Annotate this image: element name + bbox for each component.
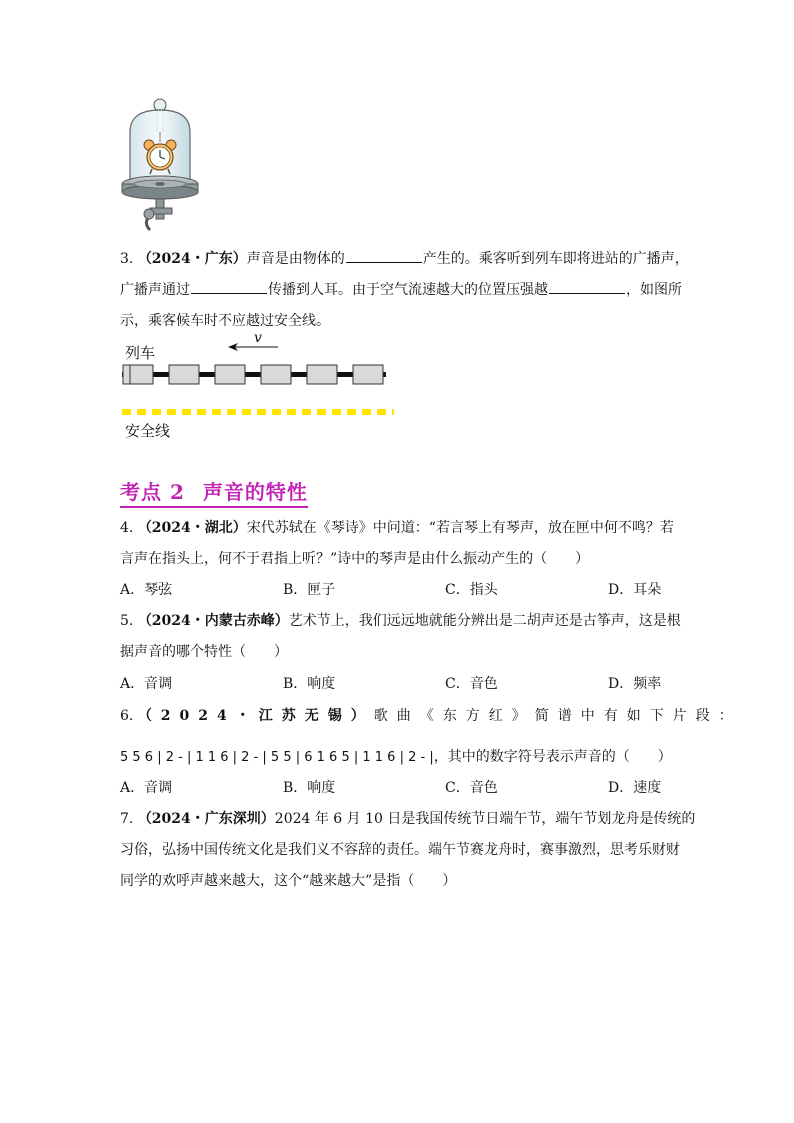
- q4-text-2: 言声在指头上，何不于君指上听？”诗中的琴声是由什么振动产生的（ ）: [120, 551, 590, 567]
- safety-line-label: 安全线: [125, 423, 171, 440]
- q3-line-1: [120, 249, 689, 269]
- train-label: 列车: [125, 345, 156, 362]
- q6-notation: 5 5 6 | 2 - | 1 1 6 | 2 - | 5 5 | 6 1 6 5 | 1 1 6 | 2 - |: [120, 750, 434, 765]
- section-topic: 声音的特性: [202, 480, 308, 504]
- q6-text-1: 歌曲《东方红》简谱中有如下片段：: [373, 708, 742, 724]
- q3-line-3: [120, 311, 330, 331]
- q3-text-1a: 声音是由物体的: [246, 251, 345, 267]
- bell-jar-illustration: [118, 96, 202, 232]
- q6-source: （2024・江苏无锡）: [137, 708, 374, 724]
- q5-option-b[interactable]: B．响度: [283, 676, 336, 692]
- q6-number: 6.: [120, 708, 134, 724]
- q6-option-d[interactable]: D．速度: [608, 780, 662, 796]
- q7-line-1: [120, 809, 695, 829]
- q3-text-2b: 传播到人耳。由于空气流速越大的位置压强越: [268, 282, 548, 298]
- q3-blank-3[interactable]: [549, 280, 625, 294]
- q5-option-c[interactable]: C．音色: [445, 676, 498, 692]
- section-title: [120, 479, 308, 508]
- q5-line-1: [120, 611, 681, 631]
- q4-option-b[interactable]: B．匣子: [283, 582, 336, 598]
- q3-line-2: [120, 280, 682, 300]
- q4-number: 4.: [120, 520, 134, 536]
- q5-source: （2024・内蒙古赤峰）: [137, 613, 289, 629]
- q7-line-2: [120, 840, 680, 860]
- q5-option-d[interactable]: D．频率: [608, 676, 662, 692]
- q4-option-c[interactable]: C．指头: [445, 582, 498, 598]
- q6-option-a[interactable]: A．音调: [120, 780, 173, 796]
- q6-text-2: ，其中的数字符号表示声音的（ ）: [433, 749, 672, 765]
- q4-source: （2024・湖北）: [137, 520, 247, 536]
- q7-text-2: 习俗，弘扬中国传统文化是我们义不容辞的责任。端午节赛龙舟时，赛事激烈，思考乐财财: [120, 842, 680, 858]
- q7-text-1: 2024 年 6 月 10 日是我国传统节日端午节，端午节划龙舟是传统的: [274, 811, 696, 827]
- q5-option-a[interactable]: A．音调: [120, 676, 173, 692]
- q4-text-1: 宋代苏轼在《琴诗》中问道：“若言琴上有琴声，放在匣中何不鸣？若: [246, 520, 674, 536]
- q4-line-2: [120, 549, 589, 569]
- q6-option-b[interactable]: B．响度: [283, 780, 336, 796]
- q6-line-1: [120, 706, 742, 726]
- q3-text-2c: ，如图所: [626, 282, 682, 298]
- q3-text-1b: 产生的。乘客听到列车即将进站的广播声，: [422, 251, 689, 267]
- q6-line-2: [120, 747, 672, 768]
- q3-blank-2[interactable]: [191, 280, 267, 294]
- velocity-arrow: [228, 342, 280, 352]
- q5-text-1: 艺术节上，我们远远地就能分辨出是二胡声还是古筝声，这是根: [288, 613, 681, 629]
- q4-option-a[interactable]: A．琴弦: [120, 582, 173, 598]
- q5-line-2: [120, 642, 288, 662]
- q3-blank-1[interactable]: [346, 249, 422, 263]
- q7-number: 7.: [120, 811, 134, 827]
- q5-text-2: 据声音的哪个特性（ ）: [120, 644, 288, 660]
- q6-option-c[interactable]: C．音色: [445, 780, 498, 796]
- q7-line-3: [120, 871, 456, 891]
- q5-number: 5.: [120, 613, 134, 629]
- q3-source: （2024・广东）: [137, 251, 247, 267]
- q3-number: 3.: [120, 251, 134, 267]
- q4-option-d[interactable]: D．耳朵: [608, 582, 662, 598]
- safety-line: [122, 408, 394, 416]
- section-number: 考点 2: [120, 480, 185, 504]
- q7-text-3: 同学的欢呼声越来越大，这个“越来越大”是指（ ）: [120, 873, 457, 889]
- train-diagram: [122, 362, 388, 386]
- q7-source: （2024・广东深圳）: [137, 811, 275, 827]
- q3-text-3: 示，乘客候车时不应越过安全线。: [120, 313, 330, 329]
- q4-line-1: [120, 518, 674, 538]
- velocity-label: v: [254, 330, 262, 346]
- q3-text-2a: 广播声通过: [120, 282, 190, 298]
